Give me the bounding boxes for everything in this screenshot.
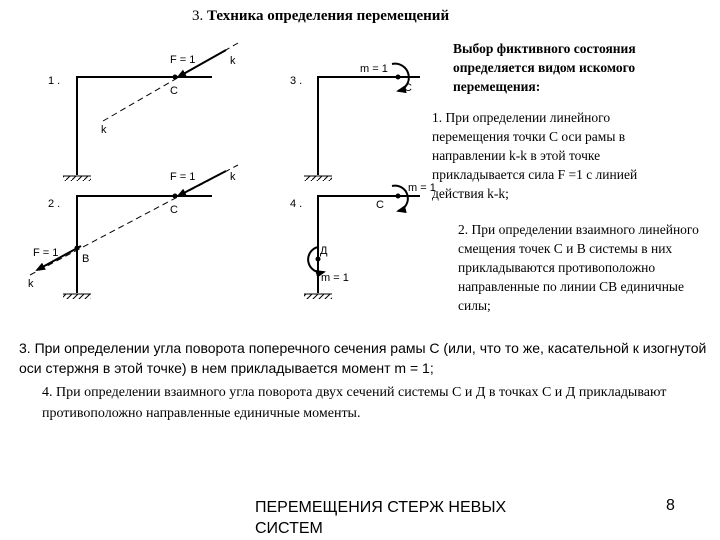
k-bottom-label-1: k — [101, 124, 107, 136]
point-b-label-2: B — [82, 253, 90, 265]
point-c-3 — [396, 75, 401, 80]
moment-label-3: m = 1 — [360, 63, 388, 75]
diagram-3 — [290, 63, 420, 181]
diagram-4 — [290, 182, 436, 299]
point-c-label-4: C — [376, 199, 384, 211]
paragraph-1: 1. При определении линейного перемещения точки С оси рамы в направлении k-k в этой точке прикладывается сила F =1 с линией действия k-k; — [432, 110, 638, 201]
hint-text: Выбор фиктивного состояния определяется видом искомого перемещения: — [453, 41, 636, 94]
title-text: Техника определения перемещений — [207, 8, 450, 24]
diagram-2 — [28, 165, 238, 299]
point-d-4 — [316, 257, 321, 262]
point-b-2 — [75, 246, 80, 251]
point-d-label-4: Д — [320, 245, 328, 257]
point-c-4 — [396, 194, 401, 199]
support-4 — [304, 294, 332, 299]
support-3 — [304, 176, 332, 181]
support-2 — [63, 294, 91, 299]
moment-label-4-top: m = 1 — [408, 182, 436, 194]
frame-1 — [77, 77, 212, 175]
k-top-label-2: k — [230, 171, 236, 183]
page-number: 8 — [666, 497, 675, 514]
paragraph-3: 3. При определении угла поворота поперечного сечения рамы С (или, что то же, касательной к изогнутой оси стержня в этой точке) в нем прикладывается момент m = 1; — [19, 340, 707, 376]
point-c-2 — [173, 194, 178, 199]
diagram-4-number: 4 . — [290, 198, 303, 210]
point-c-label-1: C — [170, 85, 178, 97]
point-c-1 — [173, 75, 178, 80]
force-label-1: F = 1 — [170, 54, 196, 66]
point-c-label-2: C — [170, 204, 178, 216]
diagram-1 — [48, 43, 238, 181]
point-c-label-3: C — [404, 82, 412, 94]
force-label-2-top: F = 1 — [170, 171, 196, 183]
diagram-3-number: 3 . — [290, 75, 303, 87]
diagram-1-number: 1 . — [48, 75, 61, 87]
moment-label-4-bottom: m = 1 — [321, 272, 349, 284]
title-number: 3. — [192, 8, 204, 24]
diagram-2-number: 2 . — [48, 198, 61, 210]
paragraph-2: 2. При определении взаимного линейного смещения точек С и В системы в них прикладываются противоположно направленные по линии СВ единичные силы; — [458, 222, 699, 313]
moment-arrow-4-top — [392, 186, 408, 211]
force-label-2-bottom: F = 1 — [33, 247, 59, 259]
paragraph-4: 4. При определении взаимного угла поворота двух сечений системы С и Д в точках С и Д прикладывают противоположно направленные единичные моменты. — [42, 385, 667, 421]
k-bottom-label-2: k — [28, 278, 34, 290]
frame-2 — [77, 196, 212, 293]
footer-text: ПЕРЕМЕЩЕНИЯ СТЕРЖ НЕВЫХ СИСТЕМ — [255, 499, 507, 537]
k-top-label-1: k — [230, 55, 236, 67]
support-1 — [63, 176, 91, 181]
